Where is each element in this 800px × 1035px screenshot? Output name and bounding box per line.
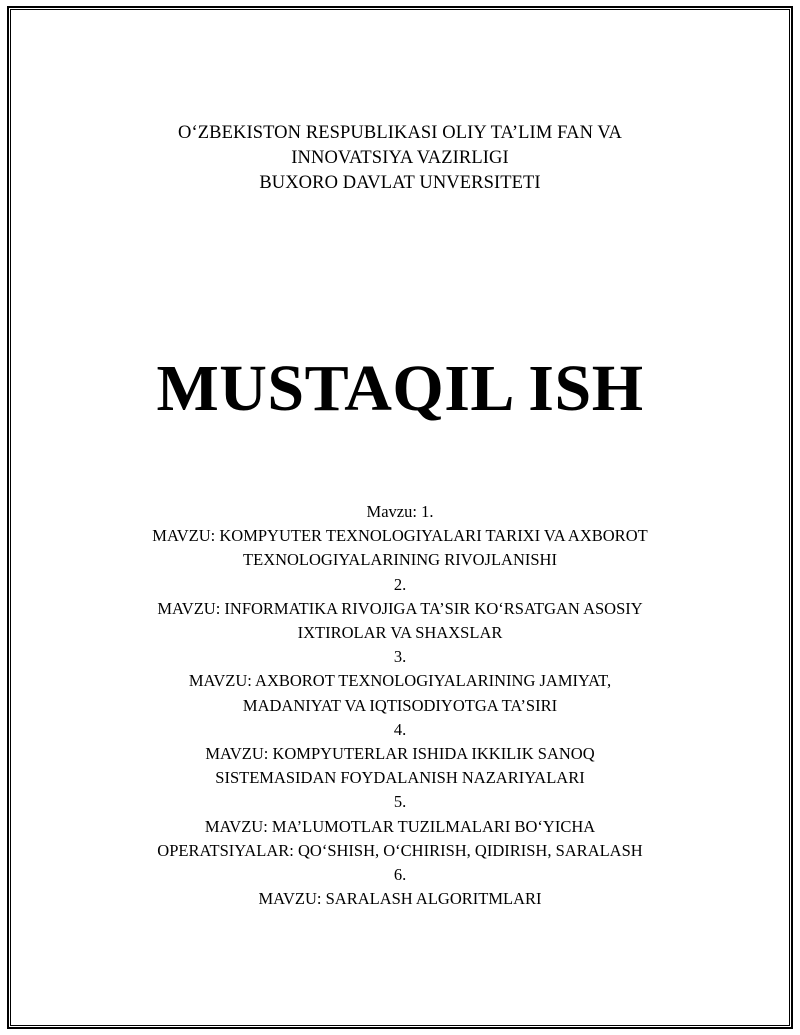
topic-number-6: 6. [393,865,407,885]
topic-5-line-1: MAVZU: MA’LUMOTLAR TUZILMALARI BO‘YICHA [204,816,596,836]
topic-4-line-2: SISTEMASIDAN FOYDALANISH NAZARIYALARI [215,768,585,788]
topic-2-line-2: IXTIROLAR VA SHAXSLAR [297,623,503,643]
document-title: MUSTAQIL ISH [156,352,644,425]
topic-number-3: 3. [393,647,407,667]
ministry-line-1: O‘ZBEKISTON RESPUBLIKASI OLIY TA’LIM FAN VA [178,123,622,143]
university-name: BUXORO DAVLAT UNVERSITETI [259,173,541,193]
topic-5-line-2: OPERATSIYALAR: QO‘SHISH, O‘CHIRISH, QIDIRISH, SARALASH [157,840,643,860]
topic-1-line-1: MAVZU: KOMPYUTER TEXNOLOGIYALARI TARIXI VA AXBOROT [152,526,648,546]
topic-1-line-2: TEXNOLOGIYALARINING RIVOJLANISHI [243,550,557,570]
topic-2-line-1: MAVZU: INFORMATIKA RIVOJIGA TA’SIR KO‘RSATGAN ASOSIY [157,598,643,618]
topics-list [0,500,800,911]
institution-header [0,121,800,196]
topic-number-2: 2. [393,574,407,594]
topic-number-4: 4. [393,719,407,739]
topic-4-line-1: MAVZU: KOMPYUTERLAR ISHIDA IKKILIK SANOQ [205,744,595,764]
topic-6-line-1: MAVZU: SARALASH ALGORITMLARI [258,889,542,909]
topics-intro: Mavzu: 1. [366,502,434,521]
ministry-line-2: INNOVATSIYA VAZIRLIGI [291,148,509,168]
topic-number-5: 5. [393,792,407,812]
topic-3-line-2: MADANIYAT VA IQTISODIYOTGA TA’SIRI [242,695,558,715]
topic-3-line-1: MAVZU: AXBOROT TEXNOLOGIYALARINING JAMIYAT, [188,671,612,691]
